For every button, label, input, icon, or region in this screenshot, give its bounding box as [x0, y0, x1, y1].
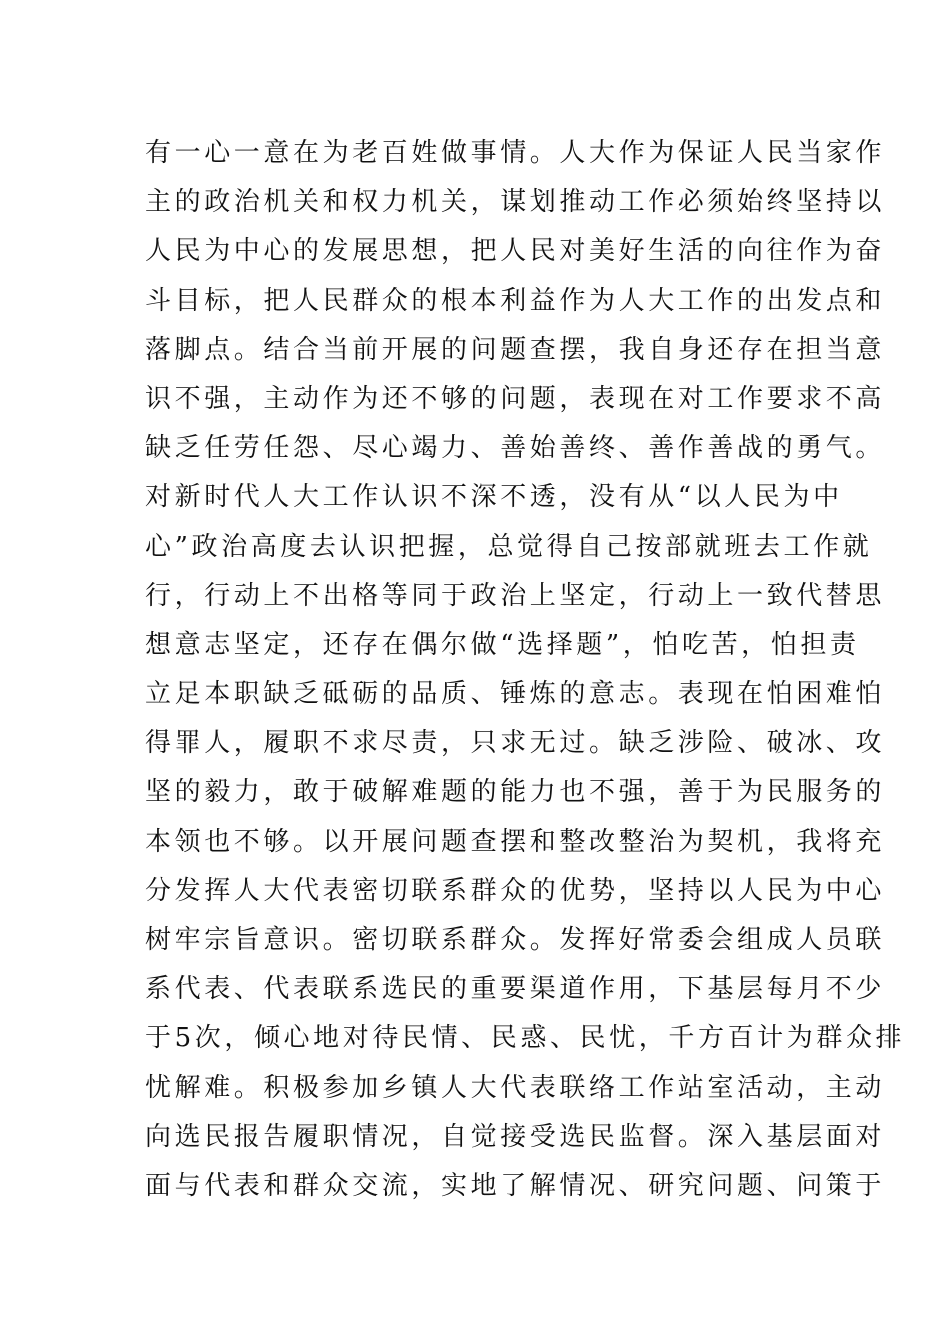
text-line: 向选民报告履职情况，自觉接受选民监督。深入基层面对 [145, 1121, 886, 1152]
text-line: 行，行动上不出格等同于政治上坚定，行动上一致代替思 [145, 580, 886, 611]
body-text [145, 129, 906, 1211]
text-line: 人民为中心的发展思想，把人民对美好生活的向往作为奋 [145, 236, 886, 267]
text-line: 系代表、代表联系选民的重要渠道作用，下基层每月不少 [145, 974, 886, 1005]
text-line: 得罪人，履职不求尽责，只求无过。缺乏涉险、破冰、攻 [145, 728, 886, 759]
text-line: 缺乏任劳任怨、尽心竭力、善始善终、善作善战的勇气。 [145, 433, 886, 464]
text-line: 主的政治机关和权力机关，谋划推动工作必须始终坚持以 [145, 187, 886, 218]
text-line: 想意志坚定，还存在偶尔做“选择题”，怕吃苦，怕担责 [145, 629, 860, 660]
text-line: 忧解难。积极参加乡镇人大代表联络工作站室活动，主动 [145, 1072, 886, 1103]
text-line: 树牢宗旨意识。密切联系群众。发挥好常委会组成人员联 [145, 925, 886, 955]
text-line: 有一心一意在为老百姓做事情。人大作为保证人民当家作 [145, 138, 886, 168]
text-line: 分发挥人大代表密切联系群众的优势，坚持以人民为中心 [145, 875, 886, 906]
text-line: 本领也不够。以开展问题查摆和整改整治为契机，我将充 [145, 826, 886, 857]
text-line: 于5次，倾心地对待民情、民惑、民忧，千方百计为群众排 [145, 1023, 906, 1054]
text-line: 面与代表和群众交流，实地了解情况、研究问题、问策于 [145, 1170, 886, 1201]
text-line: 识不强，主动作为还不够的问题，表现在对工作要求不高 [145, 383, 886, 414]
text-line: 落脚点。结合当前开展的问题查摆，我自身还存在担当意 [145, 334, 886, 365]
text-line: 坚的毅力，敢于破解难题的能力也不强，善于为民服务的 [145, 777, 886, 808]
text-line: 心”政治高度去认识把握，总觉得自己按部就班去工作就 [145, 531, 873, 562]
text-line: 对新时代人大工作认识不深不透，没有从“以人民为中 [145, 482, 843, 513]
text-line: 立足本职缺乏砥砺的品质、锤炼的意志。表现在怕困难怕 [145, 679, 886, 710]
text-line: 斗目标，把人民群众的根本利益作为人大工作的出发点和 [145, 285, 886, 316]
